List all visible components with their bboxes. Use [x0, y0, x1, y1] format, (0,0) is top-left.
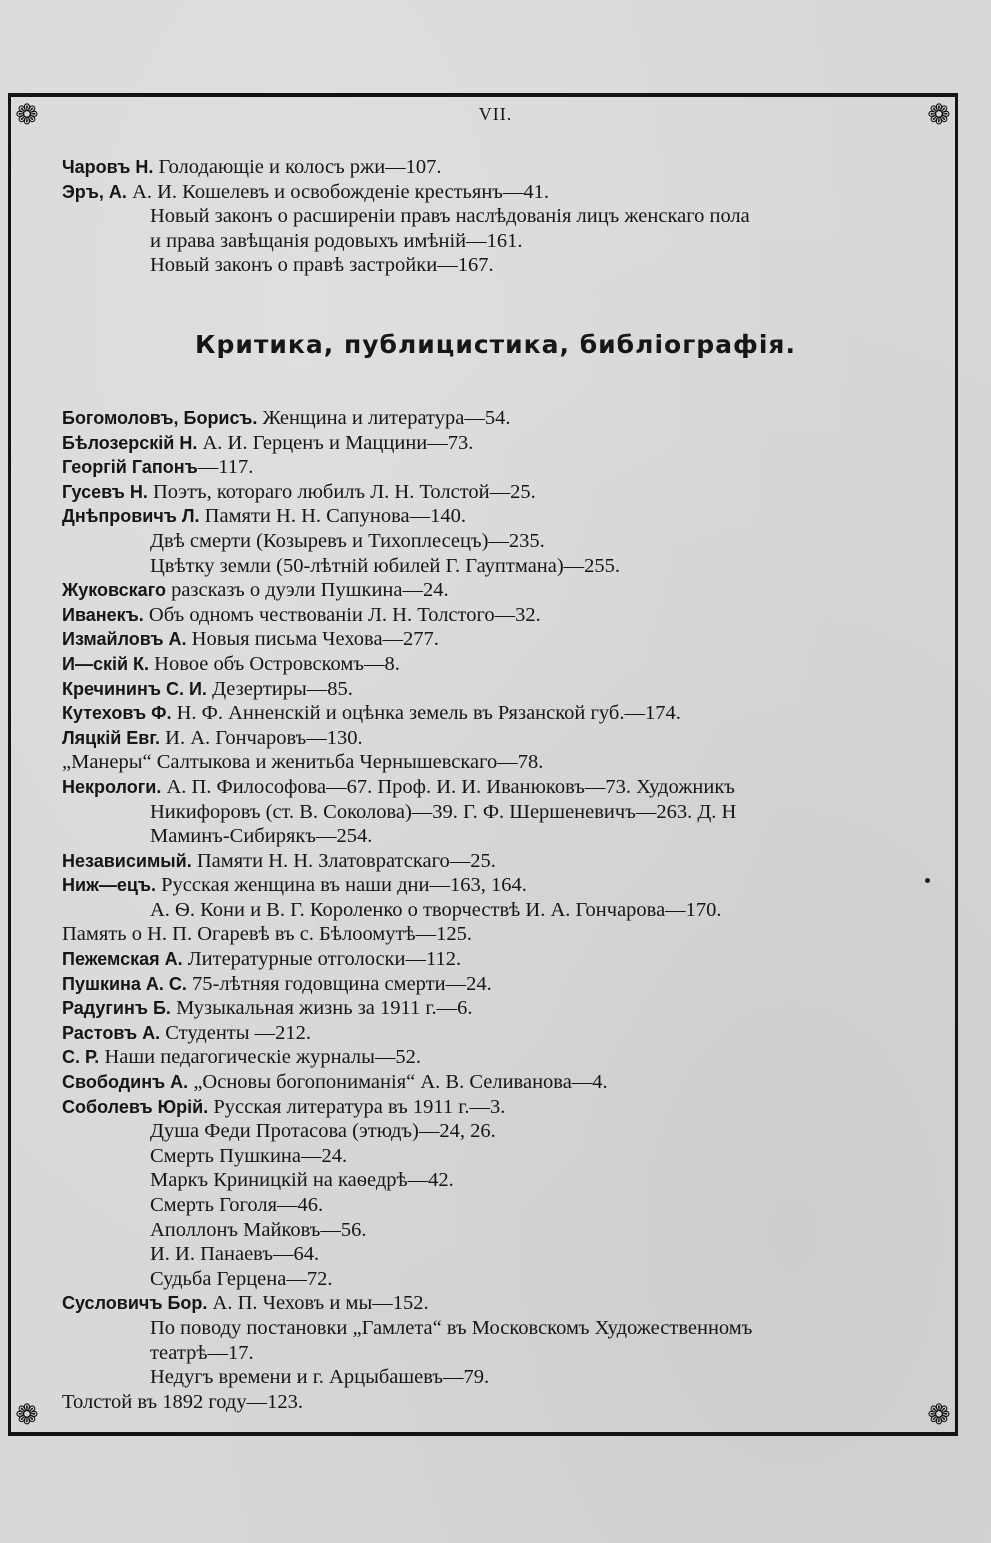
entry-text: Маркъ Криницкій на каѳедрѣ—42.	[150, 1169, 454, 1192]
entry-text: Маминъ-Сибирякъ—254.	[150, 825, 373, 848]
entry-text: Недугъ времени и г. Арцыбашевъ—79.	[150, 1366, 490, 1389]
entry-author: Пушкина А. С.	[62, 973, 187, 994]
entry-text: А. Ѳ. Кони и В. Г. Короленко о творчествѣ И. А. Гончарова—170.	[150, 898, 722, 921]
entry-text: Аполлонъ Майковъ—56.	[150, 1218, 367, 1241]
entry-line	[62, 800, 942, 825]
entry-author: Кречининъ С. И.	[62, 678, 207, 699]
entry-line	[62, 155, 942, 180]
entry-text: А. П. Философова—67. Проф. И. И. Иванюковъ—73. Художникъ	[161, 775, 735, 798]
section-heading: Критика, публицистика, библіографія.	[195, 330, 796, 359]
entry-line	[62, 1045, 942, 1070]
entry-author: С. Р.	[62, 1047, 100, 1068]
entry-author: Кутеховъ Ф.	[62, 703, 172, 724]
entry-line	[62, 750, 942, 775]
entry-text: Памяти Н. Н. Златовратскаго—25.	[191, 849, 496, 872]
entry-line	[62, 204, 942, 229]
entry-line	[62, 180, 942, 205]
entry-line	[62, 922, 942, 947]
entry-text: Новый законъ о правѣ застройки—167.	[150, 254, 494, 277]
corner-ornament-icon: ❁	[927, 1398, 951, 1431]
entry-author: Независимый.	[62, 850, 192, 871]
entry-text: Смерть Гоголя—46.	[150, 1194, 324, 1216]
entry-line	[62, 431, 942, 456]
entry-text: Голодающіе и колосъ ржи—107.	[153, 156, 442, 178]
entry-line	[62, 406, 942, 431]
entry-line	[62, 873, 942, 898]
entry-text: и права завѣщанія родовыхъ имѣній—161.	[150, 229, 523, 252]
entry-line	[62, 554, 942, 579]
entry-text: Новое объ Островскомъ—8.	[149, 652, 400, 675]
entry-line	[62, 1390, 942, 1415]
entry-line	[62, 627, 942, 652]
entry-author: Иванекъ.	[62, 604, 144, 625]
entry-text: А. П. Чеховъ и мы—152.	[207, 1292, 429, 1315]
entry-line	[62, 1095, 942, 1120]
entry-line	[62, 480, 942, 505]
entry-line	[62, 1144, 942, 1169]
entry-author: Эръ, А.	[62, 181, 127, 202]
entry-author: Гусевъ Н.	[62, 481, 148, 502]
entry-line	[62, 578, 942, 603]
top-rule	[8, 93, 958, 97]
entry-text: Судьба Герцена—72.	[150, 1267, 333, 1290]
entry-text: Музыкальная жизнь за 1911 г.—6.	[170, 997, 473, 1020]
entry-line	[62, 652, 942, 677]
entry-author: Некрологи.	[62, 776, 162, 797]
entry-line	[62, 1316, 942, 1341]
entry-text: Новый законъ о расширеніи правъ наслѣдованія лицъ женскаго пола	[150, 205, 750, 228]
entry-line	[62, 1218, 942, 1243]
entry-line	[62, 229, 942, 254]
entry-text: По поводу постановки „Гамлета“ въ Московскомъ Художественномъ	[150, 1316, 753, 1339]
entry-author: Богомоловъ, Борисъ.	[62, 408, 258, 428]
entry-line	[62, 898, 942, 923]
entry-text: Наши педагогическіе журналы—52.	[99, 1046, 422, 1069]
entry-text: театрѣ—17.	[150, 1341, 254, 1364]
entry-line	[62, 253, 942, 278]
entry-line	[62, 1193, 942, 1218]
entry-text: „Манеры“ Салтыкова и женитьба Чернышевскаго—78.	[62, 751, 544, 774]
entry-author: Пежемская А.	[62, 949, 183, 970]
entry-list	[62, 406, 942, 1414]
entry-text: Н. Ф. Анненскій и оцѣнка земель въ Рязанской губ.—174.	[171, 702, 681, 725]
entry-text: И. И. Панаевъ—64.	[150, 1243, 320, 1266]
entry-line	[62, 947, 942, 972]
entry-text: Никифоровъ (ст. В. Соколова)—39. Г. Ф. Шершеневичъ—263. Д. Н	[150, 800, 737, 823]
entry-text: Памяти Н. Н. Сапунова—140.	[199, 505, 466, 528]
entry-line	[62, 726, 942, 751]
entry-author: Георгій Гапонъ	[62, 457, 198, 478]
entry-author: Измайловъ А.	[62, 629, 187, 650]
entry-line	[62, 1168, 942, 1193]
entry-line	[62, 972, 942, 997]
entry-line	[62, 603, 942, 628]
entry-text: Новыя письма Чехова—277.	[186, 628, 439, 651]
entry-text: Смерть Пушкина—24.	[150, 1144, 348, 1167]
entry-line	[62, 1341, 942, 1366]
corner-ornament-icon: ❁	[927, 98, 951, 131]
bottom-rule	[8, 1432, 958, 1436]
entry-author: Радугинъ Б.	[62, 998, 171, 1019]
entry-text: А. И. Кошелевъ и освобожденіе крестьянъ—41.	[126, 180, 550, 203]
speck	[925, 878, 930, 883]
entry-text: Двѣ смерти (Козыревъ и Тихоплесецъ)—235.	[150, 529, 545, 552]
entry-line	[62, 455, 942, 480]
entry-author: Свободинъ А.	[62, 1072, 189, 1093]
entry-text: Студенты —212.	[160, 1021, 312, 1044]
entry-text: Душа Феди Протасова (этюдъ)—24, 26.	[150, 1120, 496, 1143]
entry-author: Жуковскаго	[62, 580, 166, 601]
entry-line	[62, 701, 942, 726]
entry-text: И. А. Гончаровъ—130.	[160, 726, 363, 749]
entry-author: Ляцкій Евг.	[62, 727, 161, 748]
entry-line	[62, 677, 942, 702]
entry-line	[62, 1267, 942, 1292]
entry-author: Сусловичъ Бор.	[62, 1293, 208, 1314]
top-entry-list	[62, 155, 942, 278]
entry-line	[62, 504, 942, 529]
entry-author: Растовъ А.	[62, 1022, 161, 1043]
corner-ornament-icon: ❁	[15, 98, 39, 131]
entry-text: „Основы богопониманія“ А. В. Селиванова—4.	[188, 1071, 608, 1094]
entry-author: И—скій К.	[62, 653, 150, 674]
entry-line	[62, 1119, 942, 1144]
entry-line	[62, 1070, 942, 1095]
entry-text: Русская литература въ 1911 г.—3.	[208, 1095, 506, 1118]
entry-text: Женщина и литература—54.	[257, 407, 511, 429]
entry-line	[62, 1365, 942, 1390]
entry-text: Цвѣтку земли (50-лѣтній юбилей Г. Гауптмана)—255.	[150, 554, 621, 577]
entry-text: Русская женщина въ наши дни—163, 164.	[156, 874, 527, 897]
entry-text: разсказъ о дуэли Пушкина—24.	[165, 579, 449, 602]
entry-line	[62, 824, 942, 849]
entry-author: Бѣлозерскій Н.	[62, 432, 198, 453]
entry-text: Объ одномъ чествованіи Л. Н. Толстого—32.	[143, 603, 541, 626]
entry-line	[62, 1291, 942, 1316]
entry-author: Днѣпровичъ Л.	[62, 506, 200, 527]
entry-text: Литературные отголоски—112.	[182, 948, 462, 971]
entry-text: А. И. Герценъ и Маццини—73.	[197, 431, 474, 454]
entry-line	[62, 1021, 942, 1046]
entry-line	[62, 996, 942, 1021]
entry-line	[62, 849, 942, 874]
corner-ornament-icon: ❁	[15, 1398, 39, 1431]
entry-text: 75-лѣтняя годовщина смерти—24.	[186, 972, 492, 995]
entry-line	[62, 1242, 942, 1267]
left-rule	[8, 93, 11, 1436]
entry-line	[62, 529, 942, 554]
entry-line	[62, 775, 942, 800]
entry-text: Поэтъ, котораго любилъ Л. Н. Толстой—25.	[147, 480, 536, 503]
entry-text: —117.	[197, 456, 254, 479]
entry-author: Чаровъ Н.	[62, 157, 154, 177]
right-rule	[955, 93, 958, 1436]
page-number: VII.	[478, 104, 513, 124]
entry-text: Дезертиры—85.	[206, 677, 353, 700]
entry-author: Соболевъ Юрій.	[62, 1096, 209, 1117]
entry-author: Ниж—ецъ.	[62, 875, 157, 896]
entry-text: Толстой въ 1892 году—123.	[62, 1390, 303, 1413]
entry-text: Память о Н. П. Огаревѣ въ с. Бѣлоомутѣ—125.	[62, 923, 472, 946]
